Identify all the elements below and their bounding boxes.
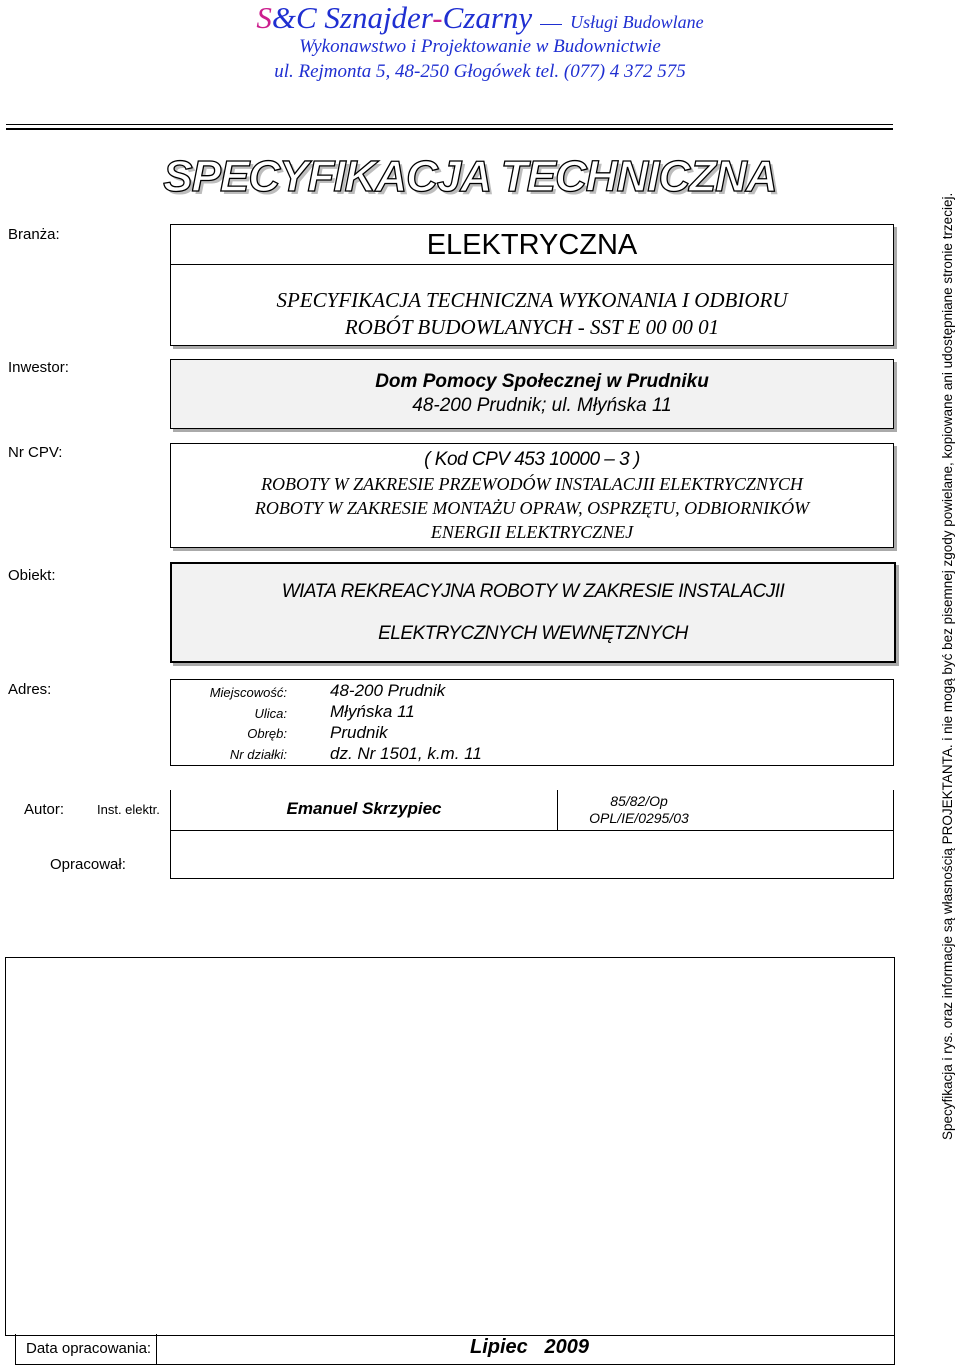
autor-table bbox=[170, 790, 894, 879]
adres-value-miejscowosc: 48-200 Prudnik bbox=[330, 681, 446, 700]
obiekt-line2: ELEKTRYCZNYCH WEWNĘTZNYCH bbox=[378, 623, 688, 644]
inwestor-name: Dom Pomocy Społecznej w Prudniku bbox=[375, 371, 709, 392]
branza-heading-box bbox=[170, 224, 894, 266]
header-dash bbox=[540, 24, 562, 25]
label-autor: Autor: bbox=[24, 801, 65, 818]
branza-description-box bbox=[170, 264, 894, 346]
branza-line1: SPECYFIKACJA TECHNICZNA WYKONANIA I ODBIORU bbox=[276, 288, 788, 312]
adres-value-ulica: Młyńska 11 bbox=[330, 702, 415, 721]
brand-dash: - bbox=[432, 0, 443, 35]
cpv-line2: ROBOTY W ZAKRESIE MONTAŻU OPRAW, OSPRZĘTU, ODBIORNIKÓW bbox=[254, 498, 810, 518]
autor-table-divider bbox=[171, 830, 893, 831]
cpv-box bbox=[170, 443, 894, 548]
adres-label-nr-dzialki: Nr działki: bbox=[229, 746, 287, 762]
label-adres: Adres: bbox=[8, 681, 52, 698]
inwestor-box bbox=[170, 359, 894, 429]
company-subtitle: Wykonawstwo i Projektowanie w Budownictwie bbox=[299, 36, 661, 57]
brand-czarny: Czarny bbox=[442, 0, 533, 35]
inwestor-address: 48-200 Prudnik; ul. Młyńska 11 bbox=[412, 395, 672, 416]
adres-label-miejscowosc: Miejscowość: bbox=[209, 685, 287, 700]
adres-label-ulica: Ulica: bbox=[254, 705, 287, 721]
cpv-line1: ROBOTY W ZAKRESIE PRZEWODÓW INSTALACJII ELEKTRYCZNYCH bbox=[261, 474, 803, 494]
company-brand bbox=[256, 0, 532, 35]
label-opracowal: Opracował: bbox=[50, 856, 126, 873]
header-divider bbox=[6, 124, 893, 130]
cpv-line3: ENERGII ELEKTRYCZNEJ bbox=[430, 522, 634, 542]
obiekt-line1: WIATA REKREACYJNA ROBOTY W ZAKRESIE INSTALACJII bbox=[281, 581, 785, 602]
autor-license-1: 85/82/Op bbox=[610, 793, 668, 809]
blank-area bbox=[5, 957, 895, 1336]
label-obiekt: Obiekt: bbox=[8, 567, 56, 584]
branza-heading: ELEKTRYCZNA bbox=[426, 229, 638, 261]
autor-license-2: OPL/IE/0295/03 bbox=[589, 810, 689, 826]
label-branza: Branża: bbox=[8, 226, 60, 243]
adres-box bbox=[170, 679, 894, 766]
adres-labels bbox=[171, 683, 287, 765]
footer-divider bbox=[156, 1334, 157, 1364]
copyright-note: Specyfikacja i rys. oraz informacje są własnością PROJEKTANTA. i nie mogą być bez pisemnej zgody powielane, kopiowane ani udostępniane stronie trzeciej. bbox=[940, 192, 955, 1140]
autor-name: Emanuel Skrzypiec bbox=[286, 799, 442, 818]
cpv-code: ( Kod CPV 453 10000 – 3 ) bbox=[424, 449, 640, 470]
company-name-line bbox=[0, 0, 960, 34]
footer-date-label: Data opracowania: bbox=[26, 1340, 152, 1357]
branza-line2: ROBÓT BUDOWLANYCH - SST E 00 00 01 bbox=[344, 315, 720, 339]
brand-c-sznajder: C Sznajder bbox=[295, 0, 433, 35]
footer-date-value: Lipiec 2009 bbox=[470, 1336, 589, 1358]
brand-ampersand: & bbox=[271, 0, 296, 35]
autor-role: Inst. elektr. bbox=[97, 802, 160, 817]
adres-values bbox=[330, 680, 730, 764]
adres-value-nr-dzialki: dz. Nr 1501, k.m. 11 bbox=[330, 744, 482, 763]
label-inwestor: Inwestor: bbox=[8, 359, 69, 376]
label-nr-cpv: Nr CPV: bbox=[8, 444, 63, 461]
adres-label-obreb: Obręb: bbox=[247, 726, 287, 741]
footer-bar bbox=[15, 1334, 895, 1365]
company-tagline: Usługi Budowlane bbox=[570, 12, 704, 32]
obiekt-box bbox=[170, 562, 896, 663]
document-title: SPECYFIKACJA TECHNICZNA bbox=[163, 152, 777, 201]
company-address: ul. Rejmonta 5, 48-250 Głogówek tel. (077) 4 372 575 bbox=[274, 61, 686, 82]
adres-value-obreb: Prudnik bbox=[330, 723, 388, 742]
brand-letter-s: S bbox=[256, 0, 272, 35]
